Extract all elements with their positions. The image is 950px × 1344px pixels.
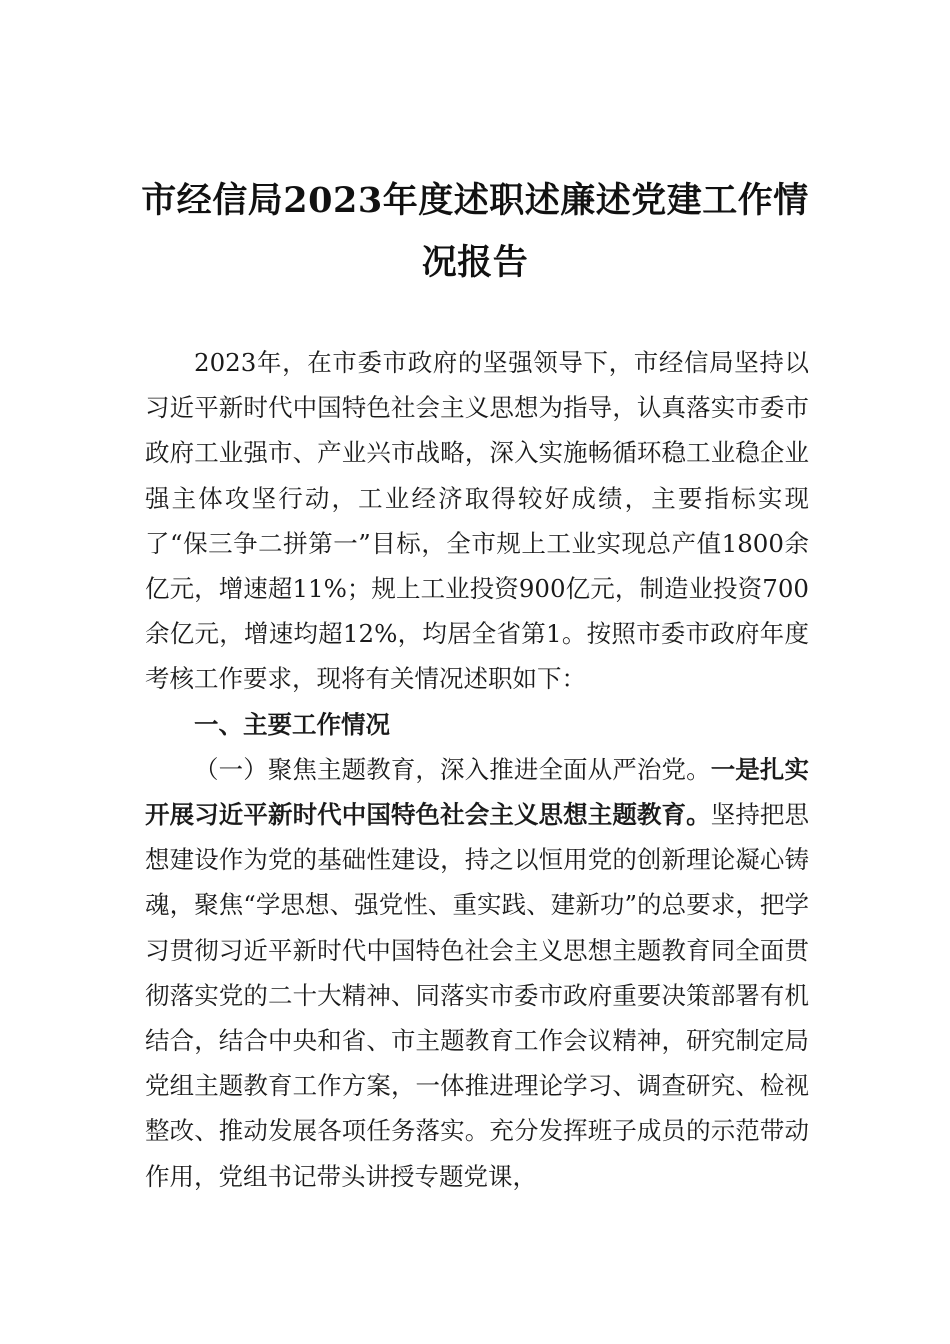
subsection-paragraph xyxy=(145,747,809,1199)
document-body xyxy=(145,340,809,1199)
document-title: 市经信局2023年度述职述廉述党建工作情况报告 xyxy=(141,180,809,283)
bold-lead-sentence: 一是扎实开展习近平新时代中国特色社会主义思想主题教育。 xyxy=(145,754,809,830)
subsection-label: （一）聚焦主题教育，深入推进全面从严治党。 xyxy=(194,754,711,784)
subsection-text: 坚持把思想建设作为党的基础性建设，持之以恒用党的创新理论凝心铸魂，聚焦“学思想、强党性、重实践、建新功”的总要求，把学习贯彻习近平新时代中国特色社会主义思想主题教育同全面贯彻落实党的二十大精神、同落实市委市政府重要决策部署有机结合，结合中央和省、市主题教育工作会议精神，研究制定局党组主题教育工作方案，一体推进理论学习、调查研究、检视整改、推动发展各项任务落实。充分发挥班子成员的示范带动作用，党组书记带头讲授专题党课， xyxy=(145,800,810,1191)
intro-paragraph: 2023年，在市委市政府的坚强领导下，市经信局坚持以习近平新时代中国特色社会主义思想为指导，认真落实市委市政府工业强市、产业兴市战略，深入实施畅循环稳工业稳企业强主体攻坚行动，工业经济取得较好成绩，主要指标实现了“保三争二拼第一”目标，全市规上工业实现总产值1800余亿元，增速超11%；规上工业投资900亿元，制造业投资700余亿元，增速均超12%，均居全省第1。按照市委市政府年度考核工作要求，现将有关情况述职如下： xyxy=(145,348,809,694)
section-heading: 一、主要工作情况 xyxy=(194,709,390,739)
